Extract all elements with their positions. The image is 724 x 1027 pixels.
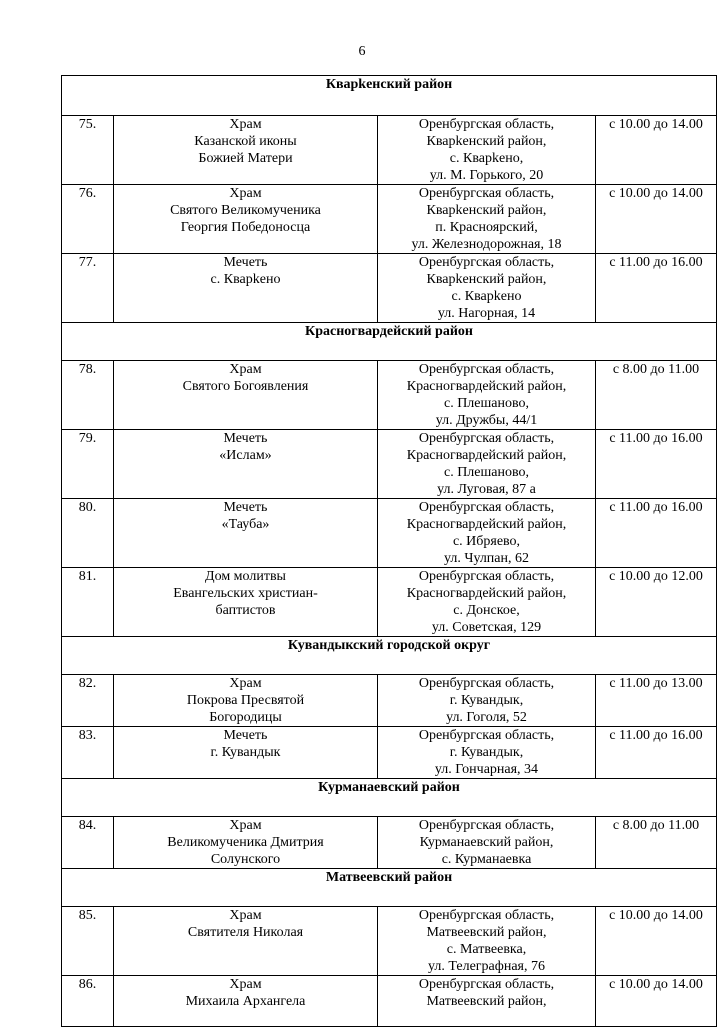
place-name-line: Мечеть [223, 500, 268, 515]
place-address-line: ул. Дружбы, 44/1 [435, 413, 538, 428]
place-address-line: Матвеевский район, [426, 994, 547, 1009]
row-number: 86. [62, 976, 114, 1027]
place-address-line: ул. Советская, 129 [431, 620, 542, 635]
row-number: 76. [62, 185, 114, 254]
opening-hours: с 10.00 до 14.00 [596, 116, 717, 185]
place-name-line: Георгия Победоносца [180, 220, 311, 235]
place-address-line: Оренбургская область, [418, 908, 555, 923]
opening-hours: с 8.00 до 11.00 [596, 817, 717, 869]
place-name [114, 907, 378, 976]
table-row [62, 254, 717, 323]
row-number: 85. [62, 907, 114, 976]
place-address [378, 907, 596, 976]
opening-hours: с 10.00 до 12.00 [596, 568, 717, 637]
place-name-line: Святителя Николая [187, 925, 304, 940]
row-number: 80. [62, 499, 114, 568]
place-name-line: Храм [229, 908, 262, 923]
place-name-line: Храм [229, 818, 262, 833]
table-row [62, 361, 717, 430]
table-row [62, 499, 717, 568]
opening-hours: с 11.00 до 13.00 [596, 675, 717, 727]
place-address-line: ул. Гоголя, 52 [446, 710, 527, 725]
place-address-line: с. Курманаевка [441, 852, 532, 867]
place-address-line: Курманаевский район, [419, 835, 554, 850]
place-address-line: Оренбургская область, [418, 977, 555, 992]
place-address-line: Кварkенский район, [426, 134, 547, 149]
row-number: 84. [62, 817, 114, 869]
place-address-line: Красногвардейский район, [406, 379, 567, 394]
table-row [62, 675, 717, 727]
opening-hours: с 11.00 до 16.00 [596, 727, 717, 779]
place-name-line: Дом молитвы [205, 569, 286, 584]
schedule-table [61, 75, 717, 1027]
place-name [114, 430, 378, 499]
place-address-line: ул. Железнодорожная, 18 [411, 237, 562, 252]
place-address [378, 361, 596, 430]
place-name [114, 568, 378, 637]
place-address-line: Оренбургская область, [418, 255, 555, 270]
place-name-line: Божией Матери [198, 151, 293, 166]
place-address-line: ул. Нагорная, 14 [437, 306, 536, 321]
place-address-line: Оренбургская область, [418, 431, 555, 446]
table-row [62, 976, 717, 1027]
place-name-line: Храм [229, 362, 262, 377]
place-address-line: с. Плешаново, [443, 465, 530, 480]
place-address [378, 254, 596, 323]
place-name-line: Мечеть [223, 255, 268, 270]
place-name [114, 499, 378, 568]
table-row [62, 907, 717, 976]
place-name-line: Покрова Пресвятой [186, 693, 305, 708]
place-address-line: с. Донское, [453, 603, 520, 618]
district-row [62, 323, 717, 361]
place-address-line: ул. Гончарная, 34 [434, 762, 539, 777]
place-address-line: ул. Телеграфная, 76 [428, 959, 545, 974]
place-address-line: Красногвардейский район, [406, 586, 567, 601]
place-name [114, 976, 378, 1027]
place-name-line: Великомученика Дмитрия [167, 835, 324, 850]
district-row [62, 76, 717, 116]
place-name-line: Богородицы [209, 710, 282, 725]
place-name-line: Солунского [210, 852, 281, 867]
place-address-line: Оренбургская область, [418, 569, 555, 584]
place-address-line: Красногвардейский район, [406, 517, 567, 532]
place-name [114, 817, 378, 869]
district-name: Кувандыкский городской округ [62, 637, 717, 675]
place-address [378, 116, 596, 185]
opening-hours: с 11.00 до 16.00 [596, 430, 717, 499]
opening-hours: с 11.00 до 16.00 [596, 499, 717, 568]
place-address-line: Кварkенский район, [426, 272, 547, 287]
place-address-line: Оренбургская область, [418, 117, 555, 132]
place-name-line: Святого Богоявления [182, 379, 309, 394]
place-name [114, 727, 378, 779]
place-name-line: баптистов [215, 603, 276, 618]
place-address [378, 675, 596, 727]
place-address-line: с. Ибряево, [452, 534, 521, 549]
row-number: 75. [62, 116, 114, 185]
district-name: Курманаевский район [62, 779, 717, 817]
place-address-line: г. Кувандык, [449, 745, 524, 760]
place-name-line: Храм [229, 676, 262, 691]
place-address [378, 499, 596, 568]
row-number: 77. [62, 254, 114, 323]
table-row [62, 430, 717, 499]
place-address-line: Матвеевский район, [426, 925, 547, 940]
opening-hours: с 10.00 до 14.00 [596, 976, 717, 1027]
place-address-line: г. Кувандык, [449, 693, 524, 708]
place-address-line: Оренбургская область, [418, 500, 555, 515]
place-address-line: с. Матвеевка, [446, 942, 527, 957]
opening-hours: с 8.00 до 11.00 [596, 361, 717, 430]
place-name [114, 361, 378, 430]
place-address-line: ул. Луговая, 87 а [437, 482, 536, 497]
table-row [62, 116, 717, 185]
place-address [378, 976, 596, 1027]
place-name-line: с. Кварkено [210, 272, 281, 287]
place-name [114, 116, 378, 185]
place-address-line: п. Красноярский, [435, 220, 538, 235]
district-name: Матвеевский район [62, 869, 717, 907]
opening-hours: с 10.00 до 14.00 [596, 185, 717, 254]
place-address-line: Оренбургская область, [418, 186, 555, 201]
district-name: Красногвардейский район [62, 323, 717, 361]
district-row [62, 637, 717, 675]
place-name-line: Мечеть [223, 431, 268, 446]
place-address [378, 727, 596, 779]
place-address [378, 185, 596, 254]
place-name [114, 675, 378, 727]
place-name-line: г. Кувандык [210, 745, 281, 760]
place-name-line: «Ислам» [219, 448, 272, 463]
place-name-line: Храм [229, 186, 262, 201]
place-address-line: с. Кварkено, [449, 151, 524, 166]
place-address-line: Красногвардейский район, [406, 448, 567, 463]
table-row [62, 185, 717, 254]
place-name-line: Храм [229, 977, 262, 992]
row-number: 79. [62, 430, 114, 499]
place-name [114, 254, 378, 323]
place-address-line: с. Плешаново, [443, 396, 530, 411]
place-address-line: Оренбургская область, [418, 818, 555, 833]
place-name-line: Святого Великомученика [170, 203, 321, 218]
place-address-line: Кварkенский район, [426, 203, 547, 218]
place-address [378, 568, 596, 637]
place-name-line: Казанской иконы [194, 134, 297, 149]
place-address-line: Оренбургская область, [418, 728, 555, 743]
district-row [62, 869, 717, 907]
row-number: 78. [62, 361, 114, 430]
place-name [114, 185, 378, 254]
place-address-line: Оренбургская область, [418, 676, 555, 691]
place-address-line: с. Кварkено [451, 289, 522, 304]
table-row [62, 727, 717, 779]
place-name-line: Мечеть [223, 728, 268, 743]
opening-hours: с 10.00 до 14.00 [596, 907, 717, 976]
place-address [378, 430, 596, 499]
place-address [378, 817, 596, 869]
place-address-line: ул. М. Горького, 20 [429, 168, 544, 183]
table-row [62, 568, 717, 637]
district-row [62, 779, 717, 817]
place-name-line: Храм [229, 117, 262, 132]
opening-hours: с 11.00 до 16.00 [596, 254, 717, 323]
place-name-line: Евангельских христиан- [173, 586, 318, 601]
row-number: 81. [62, 568, 114, 637]
page-number: 6 [358, 44, 366, 59]
row-number: 82. [62, 675, 114, 727]
district-name: Кварkенский район [62, 76, 717, 116]
row-number: 83. [62, 727, 114, 779]
place-address-line: Оренбургская область, [418, 362, 555, 377]
table-row [62, 817, 717, 869]
place-name-line: «Тауба» [221, 517, 270, 532]
place-name-line: Михаила Архангела [185, 994, 306, 1009]
place-address-line: ул. Чулпан, 62 [443, 551, 530, 566]
